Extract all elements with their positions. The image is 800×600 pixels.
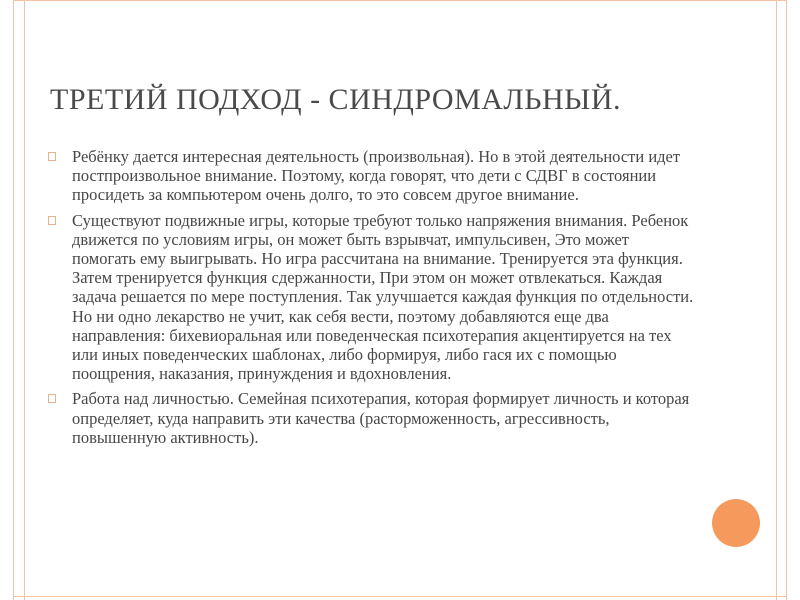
bullet-item [48,211,696,384]
frame-line-left-outer [13,0,14,600]
square-bullet-icon [48,152,56,161]
frame-line-right-outer [786,0,787,600]
square-bullet-icon [48,394,56,403]
bullet-item [48,389,696,447]
bullet-text: Существуют подвижные игры, которые требуют только напряжения внимания. Ребенок движется по условиям игры, он может быть взрывчат, импульсивен, Это может помогать ему выигрывать. Но игра рассчитана на внимание. Тренируется эта функция. Затем тренируется функция сдержанности, При этом он может отвлекаться. Каждая задача решается по мере поступления. Так улучшается каждая функция по отдельности. Но ни одно лекарство не учит, как себя вести, поэтому добавляются еще два направления: бихевиоральная или поведенческая психотерапия акцентируется на тех или иных поведенческих шаблонах, либо формируя, либо гася их с помощью поощрения, наказания, принуждения и вдохновления. [72,210,694,384]
slide-title: ТРЕТИЙ ПОДХОД - СИНДРОМАЛЬНЫЙ. [50,83,621,116]
bullet-item [48,147,696,205]
bullet-text: Ребёнку дается интересная деятельность (произвольная). Но в этой деятельности идет постпроизвольное внимание. Поэтому, когда говорят, что дети с СДВГ в состоянии просидеть за компьютером очень долго, то это совсем другое внимание. [72,147,681,205]
accent-circle-decoration [712,499,760,547]
bullet-list [48,147,696,453]
frame-line-bottom [13,596,787,597]
bullet-text: Работа над личностью. Семейная психотерапия, которая формирует личность и которая определяет, куда направить эти качества (расторможенность, агрессивность, повышенную активность). [72,389,690,447]
frame-line-right-inner [776,0,777,600]
frame-line-top [13,0,787,1]
square-bullet-icon [48,216,56,225]
frame-line-left-inner [24,0,25,600]
